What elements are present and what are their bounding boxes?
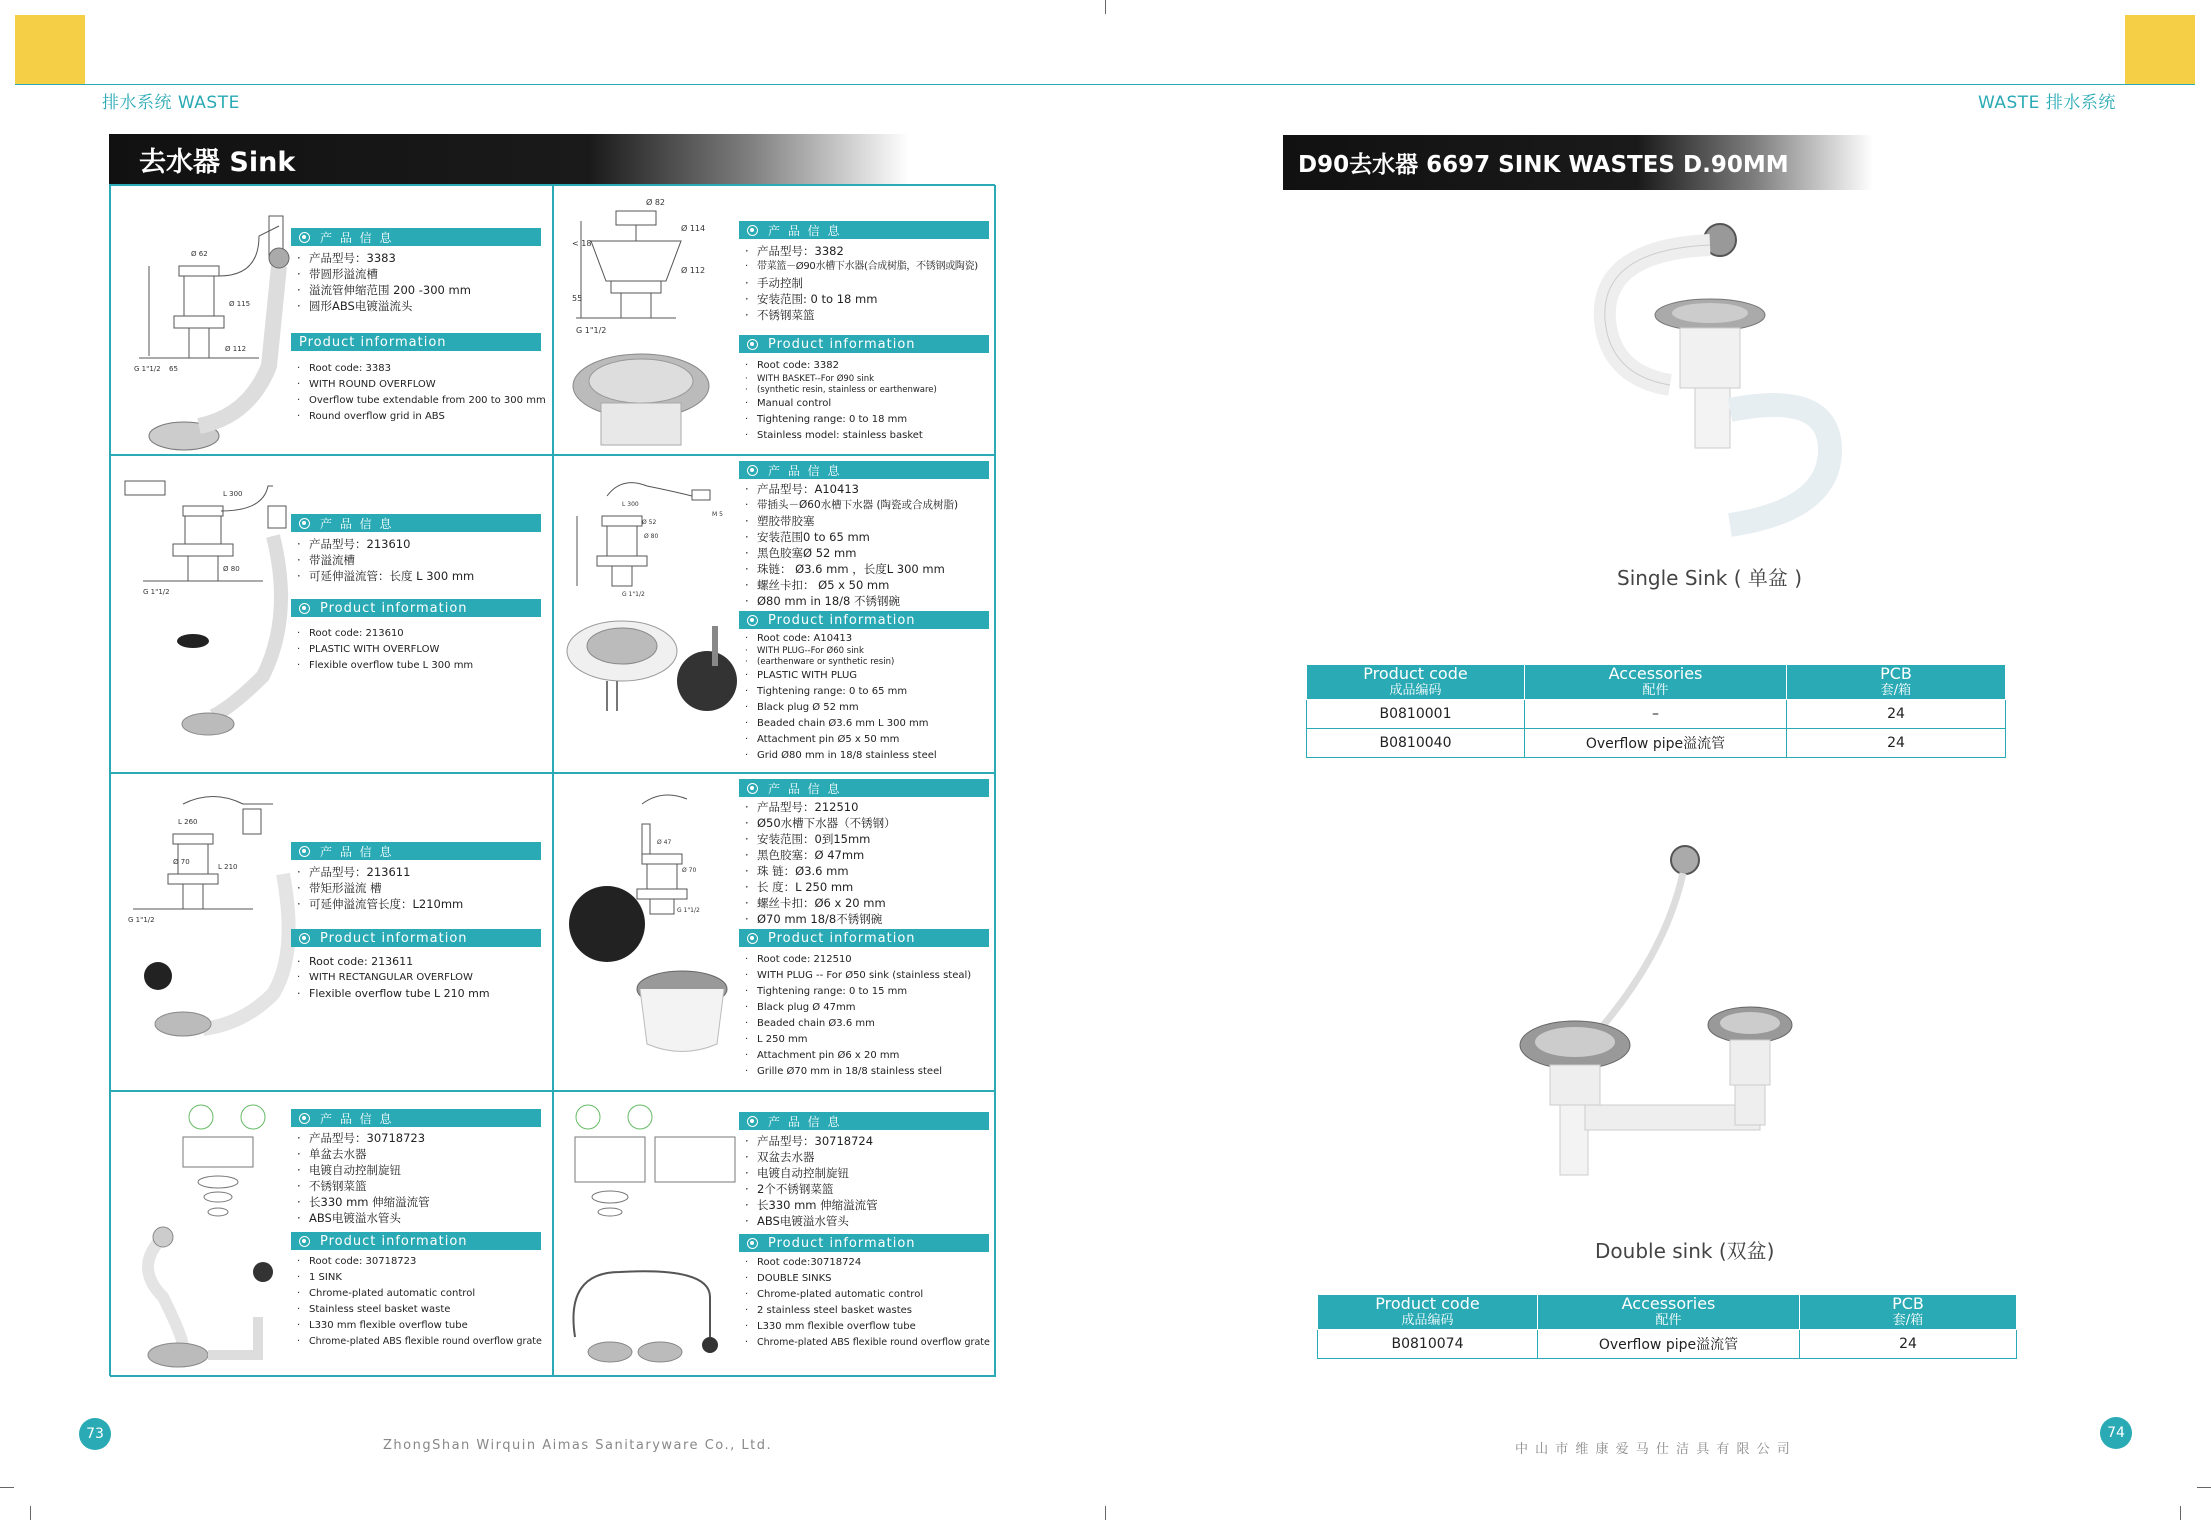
dim-label: G 1"1/2 — [622, 591, 645, 598]
single-sink-photo — [1560, 210, 1880, 540]
dim-label: Ø 112 — [225, 345, 247, 353]
dim-label: G 1"1/2 — [143, 588, 170, 596]
info-line: · Round overflow grid in ABS — [297, 409, 546, 425]
info-line: · (synthetic resin, stainless or earthenware) — [745, 385, 937, 396]
left-title-text: 去水器 Sink — [139, 146, 296, 178]
header-en: Accessories — [1608, 664, 1703, 683]
double-sink-photo — [1495, 835, 1835, 1195]
info-line: · 黑色胶塞：Ø 47mm — [745, 847, 896, 863]
page-number-text: 73 — [86, 1426, 104, 1442]
info-line: · Ø70 mm 18/8不锈钢碗 — [745, 911, 896, 927]
en-caption — [739, 611, 989, 629]
cn-info-list — [297, 250, 471, 314]
info-line: · Ø50水槽下水器（不锈钢） — [745, 815, 896, 831]
en-info-list — [297, 626, 473, 674]
dim-label: < 18 — [572, 239, 592, 248]
info-line: · Tightening range: 0 to 15 mm — [745, 984, 971, 1000]
circle-bullet-icon — [747, 783, 758, 794]
circle-bullet-icon — [299, 232, 310, 243]
info-line: · 安装范围：0到15mm — [745, 831, 896, 847]
info-line: · WITH BASKET--For Ø90 sink — [745, 374, 937, 385]
product-cell-A10413 — [553, 455, 996, 773]
product-cell-30718724 — [553, 1091, 996, 1377]
caption-text: Product information — [768, 930, 916, 946]
info-line: · Root code: 3382 — [745, 358, 937, 374]
header-cn: 成品编码 — [1401, 1313, 1454, 1328]
page-number-right — [2100, 1417, 2132, 1449]
double-sink-table — [1317, 1294, 2017, 1359]
info-line: · Stainless model: stainless basket — [745, 428, 937, 444]
info-line: · 安装范围: 0 to 18 mm — [745, 291, 978, 307]
en-info-list — [745, 358, 937, 444]
info-line: · Beaded chain Ø3.6 mm — [745, 1016, 971, 1032]
info-line: · Tightening range: 0 to 18 mm — [745, 412, 937, 428]
right-title-text: D90去水器 6697 SINK WASTES D.90MM — [1298, 152, 1789, 178]
info-line: · 双盆去水器 — [745, 1149, 878, 1165]
info-line: · Black plug Ø 47mm — [745, 1000, 971, 1016]
info-line: · 黑色胶塞Ø 52 mm — [745, 545, 958, 561]
right-section-title — [1283, 135, 1873, 190]
cell-code: B0810074 — [1318, 1330, 1538, 1359]
info-line: · 产品型号：213611 — [297, 864, 463, 880]
circle-bullet-icon — [747, 339, 758, 350]
info-line: · 螺丝卡扣： Ø5 x 50 mm — [745, 577, 958, 593]
page-number-text: 74 — [2107, 1425, 2125, 1441]
info-line: · Root code: 3383 — [297, 361, 546, 377]
circle-bullet-icon — [747, 465, 758, 476]
info-line: · 安装范围0 to 65 mm — [745, 529, 958, 545]
header-right-label: WASTE 排水系统 — [1978, 93, 2116, 113]
crop-mark — [2180, 1506, 2181, 1520]
info-line: · 带圆形溢流槽 — [297, 266, 471, 282]
caption-text: 产 品 信 息 — [768, 781, 842, 796]
page-number-left — [79, 1418, 111, 1450]
col-header — [1800, 1295, 2017, 1330]
info-line: · Attachment pin Ø6 x 20 mm — [745, 1048, 971, 1064]
cn-info-list — [745, 799, 896, 927]
cn-info-list — [297, 864, 463, 912]
circle-bullet-icon — [747, 225, 758, 236]
info-line: · 带矩形溢流 槽 — [297, 880, 463, 896]
table-header-row — [1307, 665, 2006, 700]
product-cell-30718723 — [110, 1091, 553, 1377]
info-line: · Tightening range: 0 to 65 mm — [745, 684, 937, 700]
crop-mark — [1105, 0, 1106, 14]
dim-label: Ø 114 — [681, 224, 706, 233]
en-caption — [291, 929, 541, 947]
info-line: · 产品型号：213610 — [297, 536, 474, 552]
info-line: · 长330 mm 伸缩溢流管 — [297, 1194, 430, 1210]
info-line: · Root code:30718724 — [745, 1255, 990, 1271]
info-line: · Chrome-plated automatic control — [745, 1287, 990, 1303]
en-info-list — [297, 361, 546, 425]
header-cn: 配件 — [1655, 1313, 1682, 1328]
dim-label: Ø 70 — [682, 867, 697, 874]
info-line: · 手动控制 — [745, 275, 978, 291]
info-line: · Chrome-plated automatic control — [297, 1286, 542, 1302]
dim-label: Ø 52 — [642, 519, 657, 526]
info-line: · Manual control — [745, 396, 937, 412]
cn-caption — [739, 1112, 989, 1130]
table-row — [1307, 729, 2006, 758]
info-line: · WITH PLUG -- For Ø50 sink (stainless steal) — [745, 968, 971, 984]
crop-mark — [30, 1506, 31, 1520]
corner-block-left — [15, 15, 85, 85]
col-header — [1787, 665, 2006, 700]
info-line: · 单盆去水器 — [297, 1146, 430, 1162]
caption-text: Product information — [299, 334, 447, 350]
diagram-3383 — [129, 206, 309, 455]
table-row — [1318, 1330, 2017, 1359]
info-line: · Grid Ø80 mm in 18/8 stainless steel — [745, 748, 937, 764]
info-line: · 长 度：L 250 mm — [745, 879, 896, 895]
info-line: · 不锈钢菜篮 — [297, 1178, 430, 1194]
diagram-213610 — [123, 466, 303, 766]
circle-bullet-icon — [299, 933, 310, 944]
info-line: · Beaded chain Ø3.6 mm L 300 mm — [745, 716, 937, 732]
circle-bullet-icon — [747, 1238, 758, 1249]
dim-label: Ø 62 — [191, 250, 208, 258]
product-grid — [109, 184, 995, 1376]
cn-caption — [739, 779, 989, 797]
info-line: · 2个不锈钢菜篮 — [745, 1181, 878, 1197]
cn-caption — [739, 221, 989, 239]
header-rule-right — [1105, 84, 2195, 85]
crop-mark — [1105, 1506, 1106, 1520]
circle-bullet-icon — [299, 846, 310, 857]
info-line: · Chrome-plated ABS flexible round overflow grate — [745, 1335, 990, 1351]
col-header — [1525, 665, 1787, 700]
cn-info-list — [745, 243, 978, 323]
cell-code: B0810040 — [1307, 729, 1525, 758]
corner-block-right — [2125, 15, 2195, 85]
cell-pcb: 24 — [1800, 1330, 2017, 1359]
cn-info-list — [297, 536, 474, 584]
crop-mark — [2197, 1487, 2211, 1488]
info-line: · Root code: 213611 — [297, 954, 490, 970]
info-line: · ABS电镀溢水管头 — [297, 1210, 430, 1226]
footer-right: 中 山 市 维 康 爱 马 仕 洁 具 有 限 公 司 — [1515, 1442, 1792, 1457]
col-header — [1538, 1295, 1800, 1330]
diagram-A10413 — [562, 466, 742, 766]
product-cell-3382 — [553, 185, 996, 455]
info-line: · 可延伸溢流管：长度 L 300 mm — [297, 568, 474, 584]
info-line: · Flexible overflow tube L 300 mm — [297, 658, 473, 674]
en-info-list — [297, 1254, 542, 1350]
dim-label: 55 — [572, 294, 583, 303]
info-line: · 珠 链：Ø3.6 mm — [745, 863, 896, 879]
info-line: · Stainless steel basket waste — [297, 1302, 542, 1318]
en-caption — [739, 929, 989, 947]
info-line: · Flexible overflow tube L 210 mm — [297, 986, 490, 1002]
caption-text: Product information — [320, 1233, 468, 1249]
info-line: · 珠链： Ø3.6 mm ，长度L 300 mm — [745, 561, 958, 577]
info-line: · WITH ROUND OVERFLOW — [297, 377, 546, 393]
en-info-list — [745, 1255, 990, 1351]
info-line: · L330 mm flexible overflow tube — [297, 1318, 542, 1334]
info-line: · 溢流管伸缩范围 200 -300 mm — [297, 282, 471, 298]
info-line: · PLASTIC WITH OVERFLOW — [297, 642, 473, 658]
info-line: · Black plug Ø 52 mm — [745, 700, 937, 716]
caption-text: Product information — [768, 336, 916, 352]
cell-pcb: 24 — [1787, 700, 2006, 729]
header-rule-left — [15, 84, 1105, 85]
cell-accessories: – — [1525, 700, 1787, 729]
circle-bullet-icon — [747, 615, 758, 626]
info-line: · 产品型号：A10413 — [745, 481, 958, 497]
table-header-row — [1318, 1295, 2017, 1330]
cn-caption — [291, 514, 541, 532]
caption-text: 产 品 信 息 — [768, 223, 842, 238]
info-line: · Root code: 30718723 — [297, 1254, 542, 1270]
header-en: PCB — [1880, 664, 1912, 683]
table-row — [1307, 700, 2006, 729]
caption-text: 产 品 信 息 — [320, 1111, 394, 1126]
info-line: · 产品型号：30718724 — [745, 1133, 878, 1149]
info-line: · 产品型号：3383 — [297, 250, 471, 266]
header-cn: 配件 — [1642, 683, 1669, 698]
caption-text: 产 品 信 息 — [768, 463, 842, 478]
en-caption — [291, 599, 541, 617]
info-line: · Root code: 212510 — [745, 952, 971, 968]
info-line: · Root code: 213610 — [297, 626, 473, 642]
dim-label: L 260 — [178, 818, 198, 826]
product-cell-213611 — [110, 773, 553, 1091]
col-header — [1307, 665, 1525, 700]
dim-label: Ø 112 — [681, 266, 706, 275]
circle-bullet-icon — [299, 1113, 310, 1124]
cell-accessories: Overflow pipe溢流管 — [1525, 729, 1787, 758]
en-info-list — [297, 954, 490, 1002]
caption-text: 产 品 信 息 — [320, 516, 394, 531]
info-line: · 电镀自动控制旋钮 — [297, 1162, 430, 1178]
cn-caption — [291, 1109, 541, 1127]
circle-bullet-icon — [299, 518, 310, 529]
header-en: Product code — [1375, 1294, 1480, 1313]
info-line: · ABS电镀溢水管头 — [745, 1213, 878, 1229]
info-line: · 塑胶带胶塞 — [745, 513, 958, 529]
product-cell-3383 — [110, 185, 553, 455]
info-line: · Grille Ø70 mm in 18/8 stainless steel — [745, 1064, 971, 1080]
product-cell-213610 — [110, 455, 553, 773]
product-cell-212510 — [553, 773, 996, 1091]
info-line: · 带菜篮－Ø90水槽下水器(合成树脂，不锈钢或陶瓷) — [745, 259, 978, 275]
dim-label: Ø 82 — [646, 198, 666, 207]
info-line: · L 250 mm — [745, 1032, 971, 1048]
info-line: · Root code: A10413 — [745, 632, 937, 646]
dim-label: G 1"1/2 — [677, 907, 700, 914]
caption-text: 产 品 信 息 — [320, 230, 394, 245]
dim-label: Ø 80 — [223, 565, 240, 573]
crop-mark — [0, 1487, 14, 1488]
info-line: · PLASTIC WITH PLUG — [745, 668, 937, 684]
dim-label: Ø 80 — [644, 533, 659, 540]
info-line: · Attachment pin Ø5 x 50 mm — [745, 732, 937, 748]
cn-caption — [739, 461, 989, 479]
dim-label: G 1"1/2 — [134, 365, 161, 373]
info-line: · (earthenware or synthetic resin) — [745, 657, 937, 668]
left-section-title — [109, 134, 909, 184]
caption-text: 产 品 信 息 — [768, 1114, 842, 1129]
dim-label: 65 — [169, 365, 178, 373]
diagram-212510 — [562, 784, 742, 1084]
circle-bullet-icon — [299, 603, 310, 614]
dim-label: Ø 70 — [173, 858, 190, 866]
footer-left: ZhongShan Wirquin Aimas Sanitaryware Co., Ltd. — [383, 1438, 773, 1453]
cell-code: B0810001 — [1307, 700, 1525, 729]
diagram-30718723 — [123, 1097, 303, 1377]
info-line: · 不锈钢菜篮 — [745, 307, 978, 323]
info-line: · 圆形ABS电镀溢流头 — [297, 298, 471, 314]
header-cn: 套/箱 — [1880, 683, 1912, 698]
info-line: · 带溢流槽 — [297, 552, 474, 568]
header-en: PCB — [1892, 1294, 1924, 1313]
info-line: · 电镀自动控制旋钮 — [745, 1165, 878, 1181]
caption-text: Product information — [768, 1235, 916, 1251]
info-line: · 带插头－Ø60水槽下水器 (陶瓷或合成树脂) — [745, 497, 958, 513]
info-line: · DOUBLE SINKS — [745, 1271, 990, 1287]
info-line: · 产品型号：30718723 — [297, 1130, 430, 1146]
header-cn: 套/箱 — [1892, 1313, 1924, 1328]
dim-label: L 300 — [622, 501, 639, 508]
info-line: · WITH PLUG--For Ø60 sink — [745, 646, 937, 657]
cn-info-list — [745, 481, 958, 609]
caption-text: Product information — [768, 612, 916, 628]
single-sink-table — [1306, 664, 2006, 758]
dim-label: L 300 — [223, 490, 243, 498]
info-line: · Ø80 mm in 18/8 不锈钢碗 — [745, 593, 958, 609]
en-caption — [291, 333, 541, 351]
caption-text: Product information — [320, 600, 468, 616]
header-en: Product code — [1363, 664, 1468, 683]
col-header — [1318, 1295, 1538, 1330]
double-sink-caption: Double sink (双盆) — [1595, 1239, 1775, 1263]
header-left-label: 排水系统 WASTE — [102, 93, 240, 113]
en-info-list — [745, 632, 937, 764]
info-line: · 2 stainless steel basket wastes — [745, 1303, 990, 1319]
cell-pcb: 24 — [1787, 729, 2006, 758]
dim-label: Ø 115 — [229, 300, 251, 308]
cn-caption — [291, 228, 541, 246]
en-caption — [739, 335, 989, 353]
info-line: · L330 mm flexible overflow tube — [745, 1319, 990, 1335]
circle-bullet-icon — [747, 1116, 758, 1127]
header-en: Accessories — [1621, 1294, 1716, 1313]
info-line: · 1 SINK — [297, 1270, 542, 1286]
dim-label: G 1"1/2 — [576, 326, 607, 335]
info-line: · 产品型号：212510 — [745, 799, 896, 815]
info-line: · Overflow tube extendable from 200 to 300 mm — [297, 393, 546, 409]
cell-accessories: Overflow pipe溢流管 — [1538, 1330, 1800, 1359]
diagram-30718724 — [560, 1097, 745, 1377]
cn-caption — [291, 842, 541, 860]
caption-text: Product information — [320, 930, 468, 946]
info-line: · WITH RECTANGULAR OVERFLOW — [297, 970, 490, 986]
header-cn: 成品编码 — [1389, 683, 1442, 698]
info-line: · Chrome-plated ABS flexible round overflow grate — [297, 1334, 542, 1350]
dim-label: Ø 47 — [657, 839, 672, 846]
diagram-213611 — [123, 784, 303, 1084]
en-caption — [739, 1234, 989, 1252]
circle-bullet-icon — [299, 1236, 310, 1247]
en-info-list — [745, 952, 971, 1080]
single-sink-caption: Single Sink ( 单盆 ) — [1617, 566, 1803, 590]
dim-label: G 1"1/2 — [128, 916, 155, 924]
dim-label: M 5 — [712, 511, 723, 518]
cn-info-list — [745, 1133, 878, 1229]
info-line: · 可延伸溢流管长度：L210mm — [297, 896, 463, 912]
en-caption — [291, 1232, 541, 1250]
caption-text: 产 品 信 息 — [320, 844, 394, 859]
info-line: · 螺丝卡扣：Ø6 x 20 mm — [745, 895, 896, 911]
dim-label: L 210 — [218, 863, 238, 871]
info-line: · 长330 mm 伸缩溢流管 — [745, 1197, 878, 1213]
circle-bullet-icon — [747, 933, 758, 944]
cn-info-list — [297, 1130, 430, 1226]
diagram-3382 — [566, 191, 741, 455]
info-line: · 产品型号：3382 — [745, 243, 978, 259]
